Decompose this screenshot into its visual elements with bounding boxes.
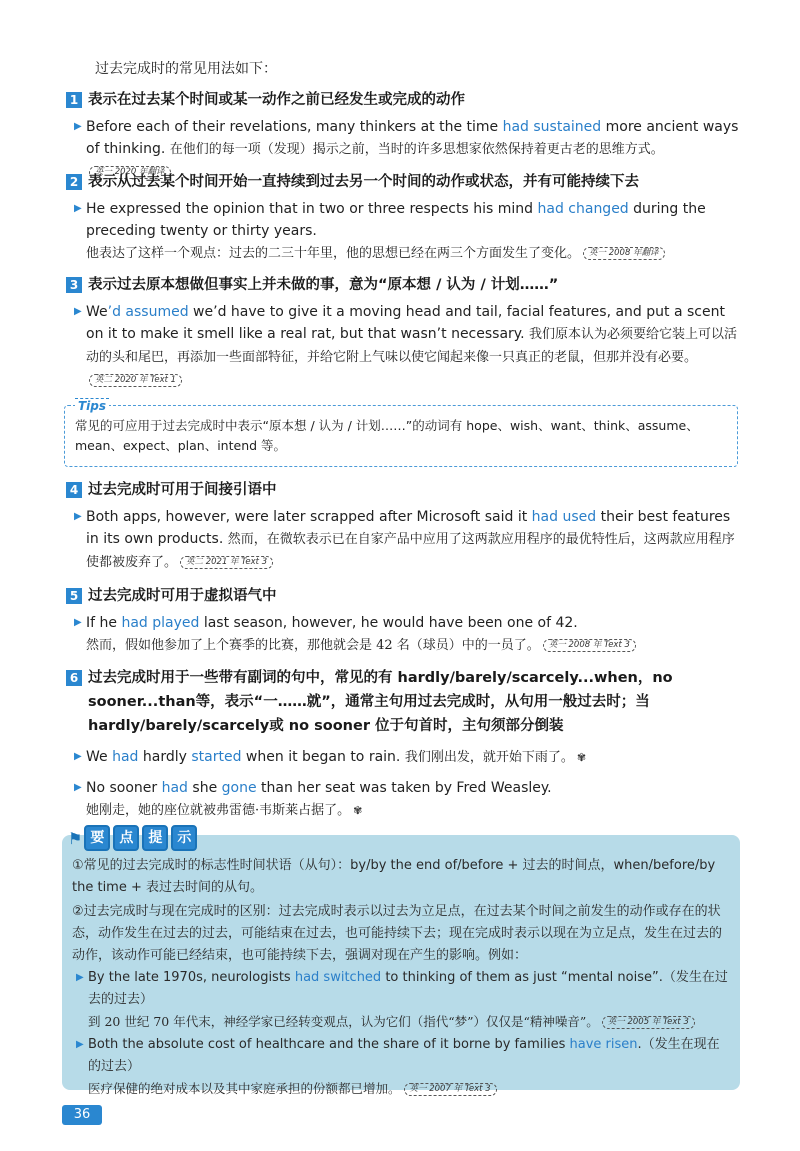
translation: 她刚走，她的座位就被弗雷德·韦斯莱占据了。	[86, 803, 351, 818]
source-tag: 英一 2008 年翻译	[583, 247, 665, 260]
example-sentence	[66, 612, 740, 657]
example-text: By the late 1970s, neurologists	[88, 970, 295, 985]
bullet-triangle-icon: ▶	[74, 617, 82, 628]
highlight-verb: had changed	[537, 201, 629, 217]
highlight-verb: had played	[121, 615, 200, 631]
section-5	[66, 584, 740, 657]
section-6	[66, 666, 740, 822]
title-char: 要	[84, 825, 110, 851]
source-tag: 英二 2020 年 Text 1	[89, 374, 182, 387]
example-text: If he	[86, 615, 122, 631]
translation: 他表达了这样一个观点：过去的二三十年里，他的思想已经在两三个方面发生了变化。	[86, 246, 581, 261]
example-text: Both the absolute cost of healthcare and the share of it borne by families	[88, 1037, 570, 1052]
translation: 然而，假如他参加了上个赛季的比赛，那他就会是 42 名（球员）中的一员了。	[86, 638, 540, 653]
source-tag: 英一 2008 年 Text 3	[543, 639, 636, 652]
example-sentence	[66, 506, 740, 574]
example-text: hardly	[138, 749, 192, 765]
example-text: when it began to rain.	[241, 749, 405, 765]
section-number: 2	[66, 174, 82, 190]
translation: 我们原本认为必须要给它装上可以活动的头和尾巴，再添加一些面部特征，并给它附上气味以使它闻起来像一只真正的老鼠，但那并没有必要。	[86, 327, 737, 365]
example-sentence	[66, 301, 740, 391]
example-text: We	[86, 749, 113, 765]
example-text: we’d have to give it a moving head and tail, facial features, and put a scent on it to make it smell like a real rat, but that wasn’t necessary.	[86, 304, 725, 342]
example-text: .（发生在现在的过去）	[88, 1037, 720, 1074]
example-sentence	[66, 746, 740, 769]
source-tag: 英一 2020 年翻译	[89, 166, 171, 179]
example-text: Before each of their revelations, many thinkers at the time	[86, 119, 503, 135]
highlight-verb: had sustained	[502, 119, 602, 135]
example-sentence	[66, 198, 740, 265]
highlight-verb: started	[191, 749, 242, 765]
section-heading	[66, 584, 740, 608]
highlight-verb: had switched	[294, 970, 382, 985]
translation: 然而，在微软表示已在自家产品中应用了这两款应用程序的最优特性后，这两款应用程序使都被废弃了。	[86, 532, 735, 570]
section-title: 表示在过去某个时间或某一动作之前已经发生或完成的动作	[88, 92, 465, 108]
example-text: she	[187, 780, 222, 796]
section-number: 5	[66, 588, 82, 604]
bullet-triangle-icon: ▶	[74, 203, 82, 214]
source-tag: 英一 2005 年 Text 3	[602, 1016, 695, 1029]
section-3	[66, 273, 740, 391]
tips-text: 常见的可应用于过去完成时中表示“原本想 / 认为 / 计划……”的动词有 hope、wish、want、think、assume、mean、expect、plan、intend 等。	[75, 418, 699, 453]
translation: 我们刚出发，就开始下雨了。	[404, 750, 574, 765]
example-text: We	[86, 304, 108, 320]
section-heading	[66, 88, 740, 112]
example-text: No sooner	[86, 780, 162, 796]
highlight-verb: had	[112, 749, 139, 765]
section-number: 4	[66, 482, 82, 498]
highlight-verb: ’d assumed	[107, 304, 189, 320]
example-text: more ancient ways of thinking.	[86, 119, 739, 157]
section-number: 6	[66, 670, 82, 686]
title-char: 提	[142, 825, 168, 851]
section-title: 过去完成时可用于虚拟语气中	[88, 588, 277, 604]
reference-mark-icon: ✾	[353, 804, 363, 817]
bullet-triangle-icon: ▶	[74, 306, 82, 317]
key-point-2: ②过去完成时与现在完成时的区别：过去完成时表示以过去为立足点，在过去某个时间之前发生的动作或存在的状态，动作发生在过去的过去，可能结束在过去，也可能持续下去；现在完成时表示以现在为立足点，发生在过去的动作，该动作可能已经结束，也可能持续下去，强调对现在产生的影响。例如：	[72, 904, 723, 963]
example-text: than her seat was taken by Fred Weasley.	[256, 780, 552, 796]
tips-box	[64, 399, 738, 467]
translation: 在他们的每一项（发现）揭示之前，当时的许多思想家依然保持着更古老的思维方式。	[169, 142, 664, 157]
section-title: 过去完成时可用于间接引语中	[88, 482, 277, 498]
section-title: 表示从过去某个时间开始一直持续到过去另一个时间的动作或状态，并有可能持续下去	[88, 174, 639, 190]
example-text: their best features in its own products.	[86, 509, 731, 547]
section-title: 表示过去原本想做但事实上并未做的事，意为“原本想 / 认为 / 计划……”	[88, 277, 559, 293]
title-char: 示	[171, 825, 197, 851]
example-text: He expressed the opinion that in two or three respects his mind	[86, 201, 538, 217]
section-heading	[66, 273, 740, 297]
highlight-verb: had used	[531, 509, 597, 525]
example-text: last season, however, he would have been one of 42.	[199, 615, 578, 631]
key-example	[72, 967, 732, 1034]
example-text: Both apps, however, were later scrapped after Microsoft said it	[86, 509, 532, 525]
highlight-verb: have risen	[569, 1037, 638, 1052]
translation: 医疗保健的绝对成本以及其中家庭承担的份额都已增加。	[88, 1081, 401, 1096]
key-example	[72, 1034, 732, 1101]
section-heading	[66, 478, 740, 502]
highlight-verb: gone	[221, 780, 257, 796]
section-number: 3	[66, 277, 82, 293]
page-number: 36	[62, 1105, 102, 1125]
section-title: 过去完成时用于一些带有副词的句中，常见的有 hardly/barely/scarcely...when，no sooner...than等，表示“一……就”，通常主句用过去完成时，从句用一般过去时；当 hardly/barely/scarcely或 no sooner 位于句首时，主句须部分倒装	[88, 670, 673, 734]
section-1	[66, 88, 740, 183]
bullet-triangle-icon: ▶	[74, 782, 82, 793]
section-4	[66, 478, 740, 574]
source-tag: 英一 2007 年 Text 3	[404, 1083, 497, 1096]
bullet-triangle-icon: ▶	[76, 972, 84, 983]
key-points-box	[62, 828, 740, 1096]
bullet-triangle-icon: ▶	[74, 121, 82, 132]
section-heading	[66, 666, 740, 738]
source-tag: 英二 2021 年 Text 3	[180, 556, 273, 569]
tips-tag: Tips	[75, 398, 109, 413]
reference-mark-icon: ✾	[576, 751, 587, 764]
highlight-verb: had	[161, 780, 188, 796]
section-number: 1	[66, 92, 82, 108]
example-text: to thinking of them as just “mental noise”.（发生在过去的过去）	[88, 970, 728, 1007]
section-2	[66, 170, 740, 265]
example-text: during the preceding twenty or thirty years.	[86, 201, 706, 239]
bullet-triangle-icon: ▶	[74, 751, 82, 762]
key-point-1: ①常见的过去完成时的标志性时间状语（从句）：by/by the end of/before + 过去的时间点，when/before/by the time + 表过去时间的从句。	[72, 858, 716, 895]
title-char: 点	[113, 825, 139, 851]
key-points-title	[68, 825, 200, 851]
intro-text: 过去完成时的常见用法如下：	[95, 61, 277, 77]
section-heading	[66, 170, 740, 194]
bullet-triangle-icon: ▶	[74, 511, 82, 522]
key-points-body	[72, 855, 732, 1101]
bullet-triangle-icon: ▶	[76, 1039, 84, 1050]
flag-icon: ⚑	[68, 828, 83, 848]
example-sentence	[66, 777, 740, 822]
translation: 到 20 世纪 70 年代末，神经学家已经转变观点，认为它们（指代“梦”）仅仅是“精神噪音”。	[88, 1014, 599, 1029]
